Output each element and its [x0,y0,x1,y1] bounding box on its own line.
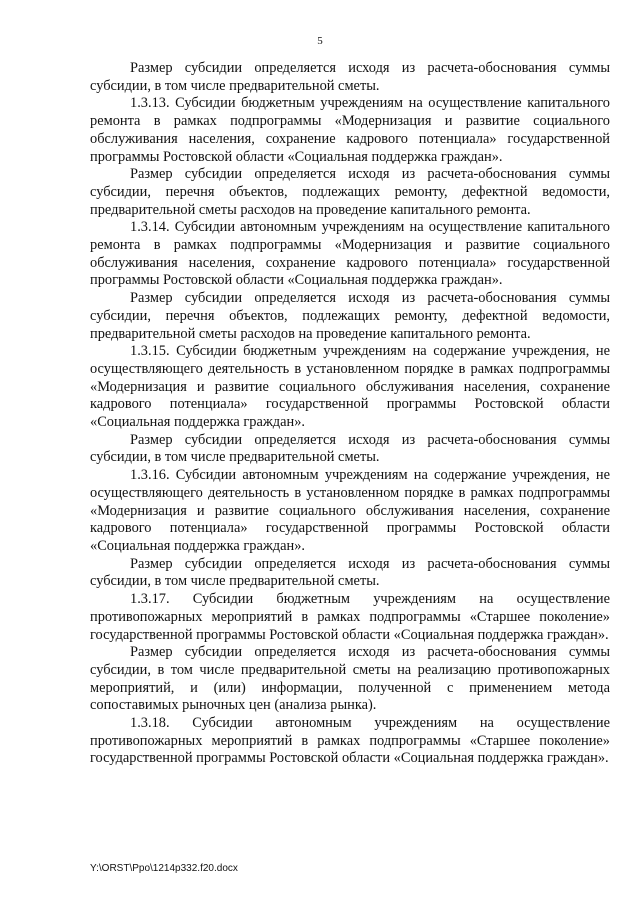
paragraph-subsidy-size-1: Размер субсидии определяется исходя из расчета-обоснования суммы субсидии, в том числе предварительной сметы. [90,60,610,94]
paragraph-1-3-14: 1.3.14. Субсидии автономным учреждениям на осуществление капитального ремонта в рамках подпрограммы «Модернизация и развитие социального обслуживания населения, сохранение кадрового потенциала» государственной программы Ростовской области «Социальная поддержка граждан». [90,219,610,289]
paragraph-1-3-18: 1.3.18. Субсидии автономным учреждениям на осуществление противопожарных мероприятий в рамках подпрограммы «Старшее поколение» государственной программы Ростовской области «Социальная поддержка граждан». [90,715,610,767]
paragraph-subsidy-size-3: Размер субсидии определяется исходя из расчета-обоснования суммы субсидии, перечня объектов, подлежащих ремонту, дефектной ведомости, предварительной сметы расходов на проведение капитального ремонта. [90,290,610,342]
paragraph-subsidy-size-4: Размер субсидии определяется исходя из расчета-обоснования суммы субсидии, в том числе предварительной сметы. [90,431,610,466]
paragraph-subsidy-size-2: Размер субсидии определяется исходя из расчета-обоснования суммы субсидии, перечня объектов, подлежащих ремонту, дефектной ведомости, предварительной сметы расходов на проведение капитального ремонта. [90,166,610,218]
paragraph-1-3-16: 1.3.16. Субсидии автономным учреждениям на содержание учреждения, не осуществляющего деятельность в установленном порядке в рамках подпрограммы «Модернизация и развитие социального обслуживания населения, сохранение кадрового потенциала» государственной программы Ростовской области «Социальная поддержка граждан». [90,467,610,554]
page-number: 5 [317,35,323,47]
paragraph-1-3-17: 1.3.17. Субсидии бюджетным учреждениям на осуществление противопожарных мероприятий в рамках подпрограммы «Старшее поколение» государственной программы Ростовской области «Социальная поддержка граждан». [90,591,610,643]
footer-file-path: Y:\ORST\Ppo\1214p332.f20.docx [90,863,238,874]
paragraph-subsidy-size-6: Размер субсидии определяется исходя из расчета-обоснования суммы субсидии, в том числе предварительной сметы на реализацию противопожарных мероприятий, и (или) информации, полученной с применением метода сопоставимых рыночных цен (анализа рынка). [90,644,610,714]
paragraph-1-3-15: 1.3.15. Субсидии бюджетным учреждениям на содержание учреждения, не осуществляющего деятельность в установленном порядке в рамках подпрограммы «Модернизация и развитие социального обслуживания населения, сохранение кадрового потенциала» государственной программы Ростовской области «Социальная поддержка граждан». [90,343,610,431]
paragraph-subsidy-size-5: Размер субсидии определяется исходя из расчета-обоснования суммы субсидии, в том числе предварительной сметы. [90,555,610,590]
document-body [90,60,610,768]
paragraph-1-3-13: 1.3.13. Субсидии бюджетным учреждениям на осуществление капитального ремонта в рамках подпрограммы «Модернизация и развитие социального обслуживания населения, сохранение кадрового потенциала» государственной программы Ростовской области «Социальная поддержка граждан». [90,95,610,165]
